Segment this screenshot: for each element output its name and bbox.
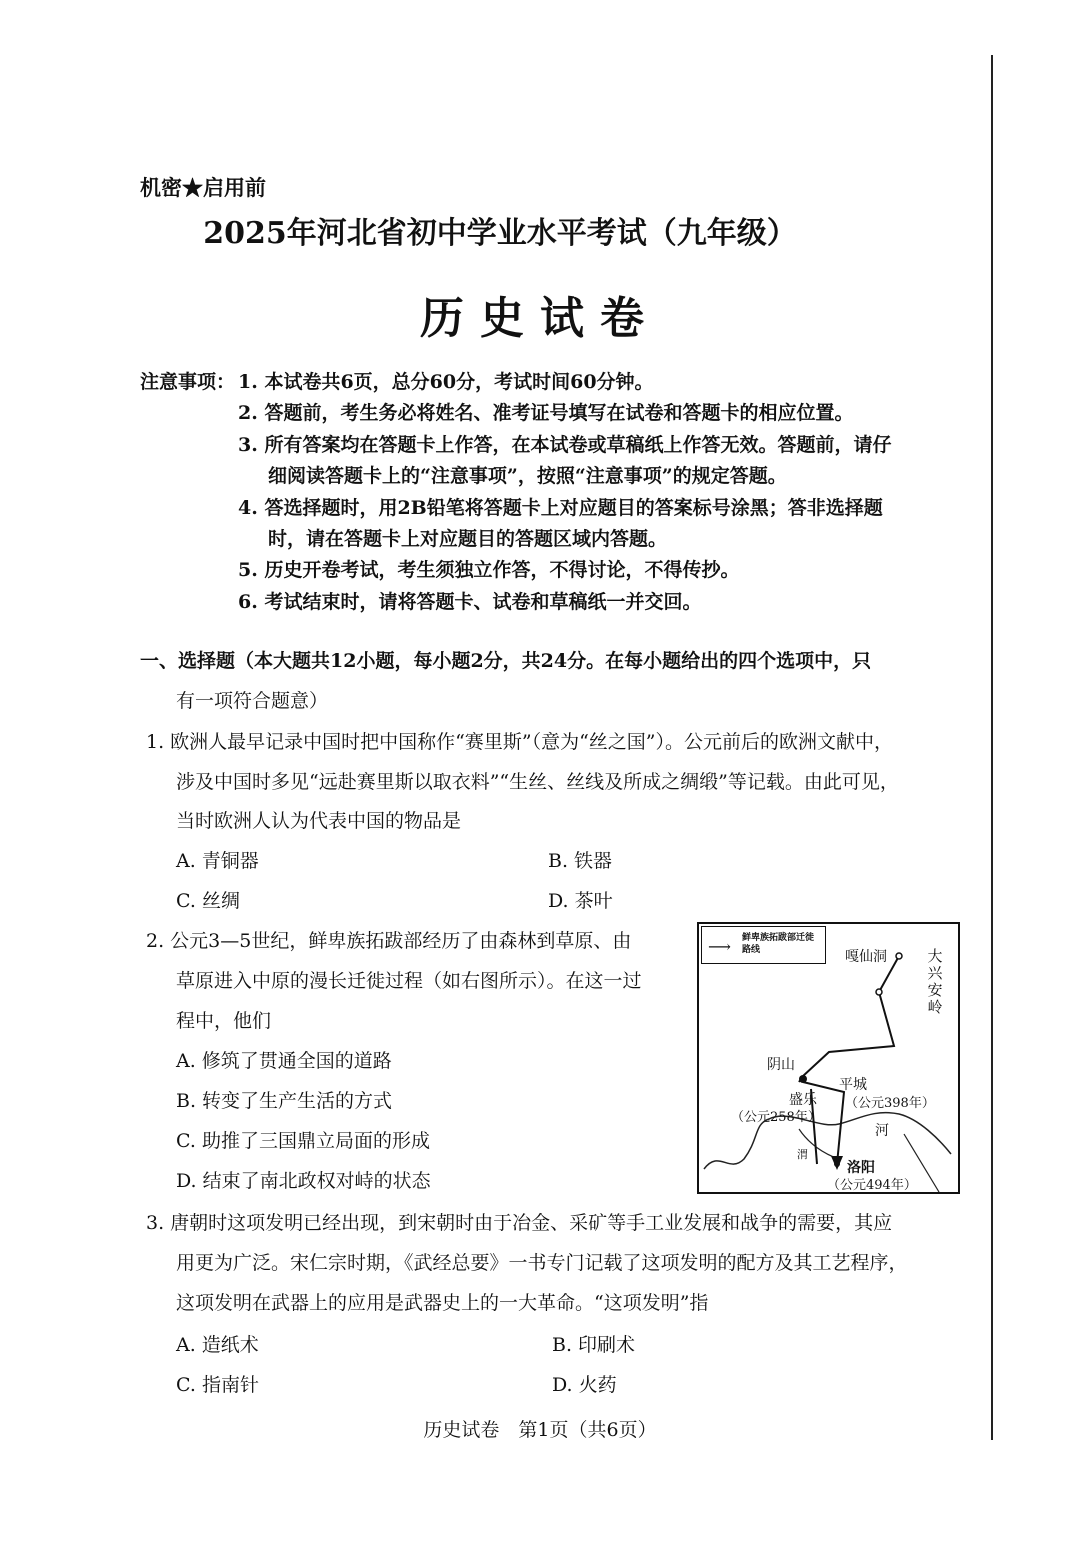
map-label-luoyang: 洛阳 [847, 1160, 875, 1176]
question-1-option-d: D. 茶叶 [548, 890, 613, 912]
question-3-line: 这项发明在武器上的应用是武器史上的一大革命。“这项发明”指 [176, 1292, 709, 1314]
map-label-gaxian: 嘎仙洞 [845, 949, 887, 965]
question-3-option-b: B. 印刷术 [552, 1334, 636, 1356]
migration-route [799, 956, 899, 1082]
question-1-option-a: A. 青铜器 [176, 850, 259, 872]
map-label-shengle-year: （公元258年） [731, 1110, 821, 1125]
confidential-mark: 机密★启用前 [140, 175, 266, 200]
question-2-line: 程中，他们 [176, 1010, 272, 1032]
migration-map-drawing [699, 924, 958, 1192]
section-title: 一、选择题（本大题共12小题，每小题2分，共24分。在每小题给出的四个选项中，只 [140, 650, 872, 672]
question-3-line: 用更为广泛。宋仁宗时期，《武经总要》一书专门记载了这项发明的配方及其工艺程序， [176, 1252, 908, 1274]
question-2-option-b: B. 转变了生产生活的方式 [176, 1090, 393, 1112]
question-1-line: 1. 欧洲人最早记录中国时把中国称作“赛里斯”（意为“丝之国”）。公元前后的欧洲文献中， [146, 731, 894, 753]
map-legend [701, 926, 826, 964]
notice-item: 5. 历史开卷考试，考生须独立作答，不得讨论，不得传抄。 [238, 559, 740, 581]
question-1-option-c: C. 丝绸 [176, 890, 240, 912]
map-label-luoyang-year: （公元494年） [827, 1178, 917, 1193]
migration-map [697, 922, 960, 1194]
question-2-option-d: D. 结束了南北政权对峙的状态 [176, 1170, 431, 1192]
notice-item: 4. 答选择题时，用2B铅笔将答题卡上对应题目的答案标号涂黑；答非选择题 [238, 497, 883, 519]
question-3-option-d: D. 火药 [552, 1374, 617, 1396]
notice-item: 3. 所有答案均在答题卡上作答，在本试卷或草稿纸上作答无效。答题前，请仔 [238, 434, 892, 456]
question-1-line: 涉及中国时多见“远赴赛里斯以取衣料”“生丝、丝线及所成之绸缎”等记载。由此可见， [176, 771, 899, 793]
map-label-yinshan: 阴山 [767, 1057, 795, 1073]
map-label-wei: 渭 [797, 1148, 808, 1161]
notice-item: 1. 本试卷共6页，总分60分，考试时间60分钟。 [238, 371, 654, 393]
subject-title: 历史试卷 [420, 293, 660, 344]
legend-arrow-icon: ⟶ [708, 937, 731, 956]
question-1-line: 当时欧洲人认为代表中国的物品是 [176, 810, 462, 832]
city-marker [876, 989, 882, 995]
legend-label: 鲜卑族拓跋部迁徙路线 [742, 933, 815, 955]
map-label-daxinganling: 大兴安岭 [927, 947, 943, 1016]
notice-heading: 注意事项： [140, 371, 236, 393]
notice-item-continued: 细阅读答题卡上的“注意事项”，按照“注意事项”的规定答题。 [268, 465, 787, 487]
question-2-option-c: C. 助推了三国鼎立局面的形成 [176, 1130, 430, 1152]
exam-title: 2025年河北省初中学业水平考试（九年级） [203, 216, 797, 251]
map-label-pingcheng-year: （公元398年） [845, 1096, 935, 1111]
page-footer: 历史试卷 第1页（共6页） [423, 1419, 657, 1441]
page-edge-rule [991, 55, 993, 1440]
notice-item-continued: 时，请在答题卡上对应题目的答题区域内答题。 [268, 528, 668, 550]
city-marker [799, 1075, 807, 1083]
notice-item: 6. 考试结束时，请将答题卡、试卷和草稿纸一并交回。 [238, 591, 702, 613]
question-2-option-a: A. 修筑了贯通全国的道路 [176, 1050, 392, 1072]
map-label-shengle: 盛乐 [789, 1092, 817, 1108]
map-label-river: 河 [875, 1123, 889, 1139]
city-marker [834, 1161, 840, 1167]
question-3-line: 3. 唐朝时这项发明已经出现，到宋朝时由于冶金、采矿等手工业发展和战争的需要，其应 [146, 1212, 893, 1234]
city-marker [896, 953, 902, 959]
question-1-option-b: B. 铁器 [548, 850, 613, 872]
question-3-option-a: A. 造纸术 [176, 1334, 259, 1356]
section-title-continued: 有一项符合题意） [176, 690, 329, 712]
notice-item: 2. 答题前，考生务必将姓名、准考证号填写在试卷和答题卡的相应位置。 [238, 402, 854, 424]
question-2-line: 草原进入中原的漫长迁徙过程（如右图所示）。在这一过 [176, 970, 642, 992]
question-3-option-c: C. 指南针 [176, 1374, 259, 1396]
map-label-pingcheng: 平城 [839, 1077, 867, 1093]
question-2-line: 2. 公元3—5世纪，鲜卑族拓跋部经历了由森林到草原、由 [146, 930, 632, 952]
